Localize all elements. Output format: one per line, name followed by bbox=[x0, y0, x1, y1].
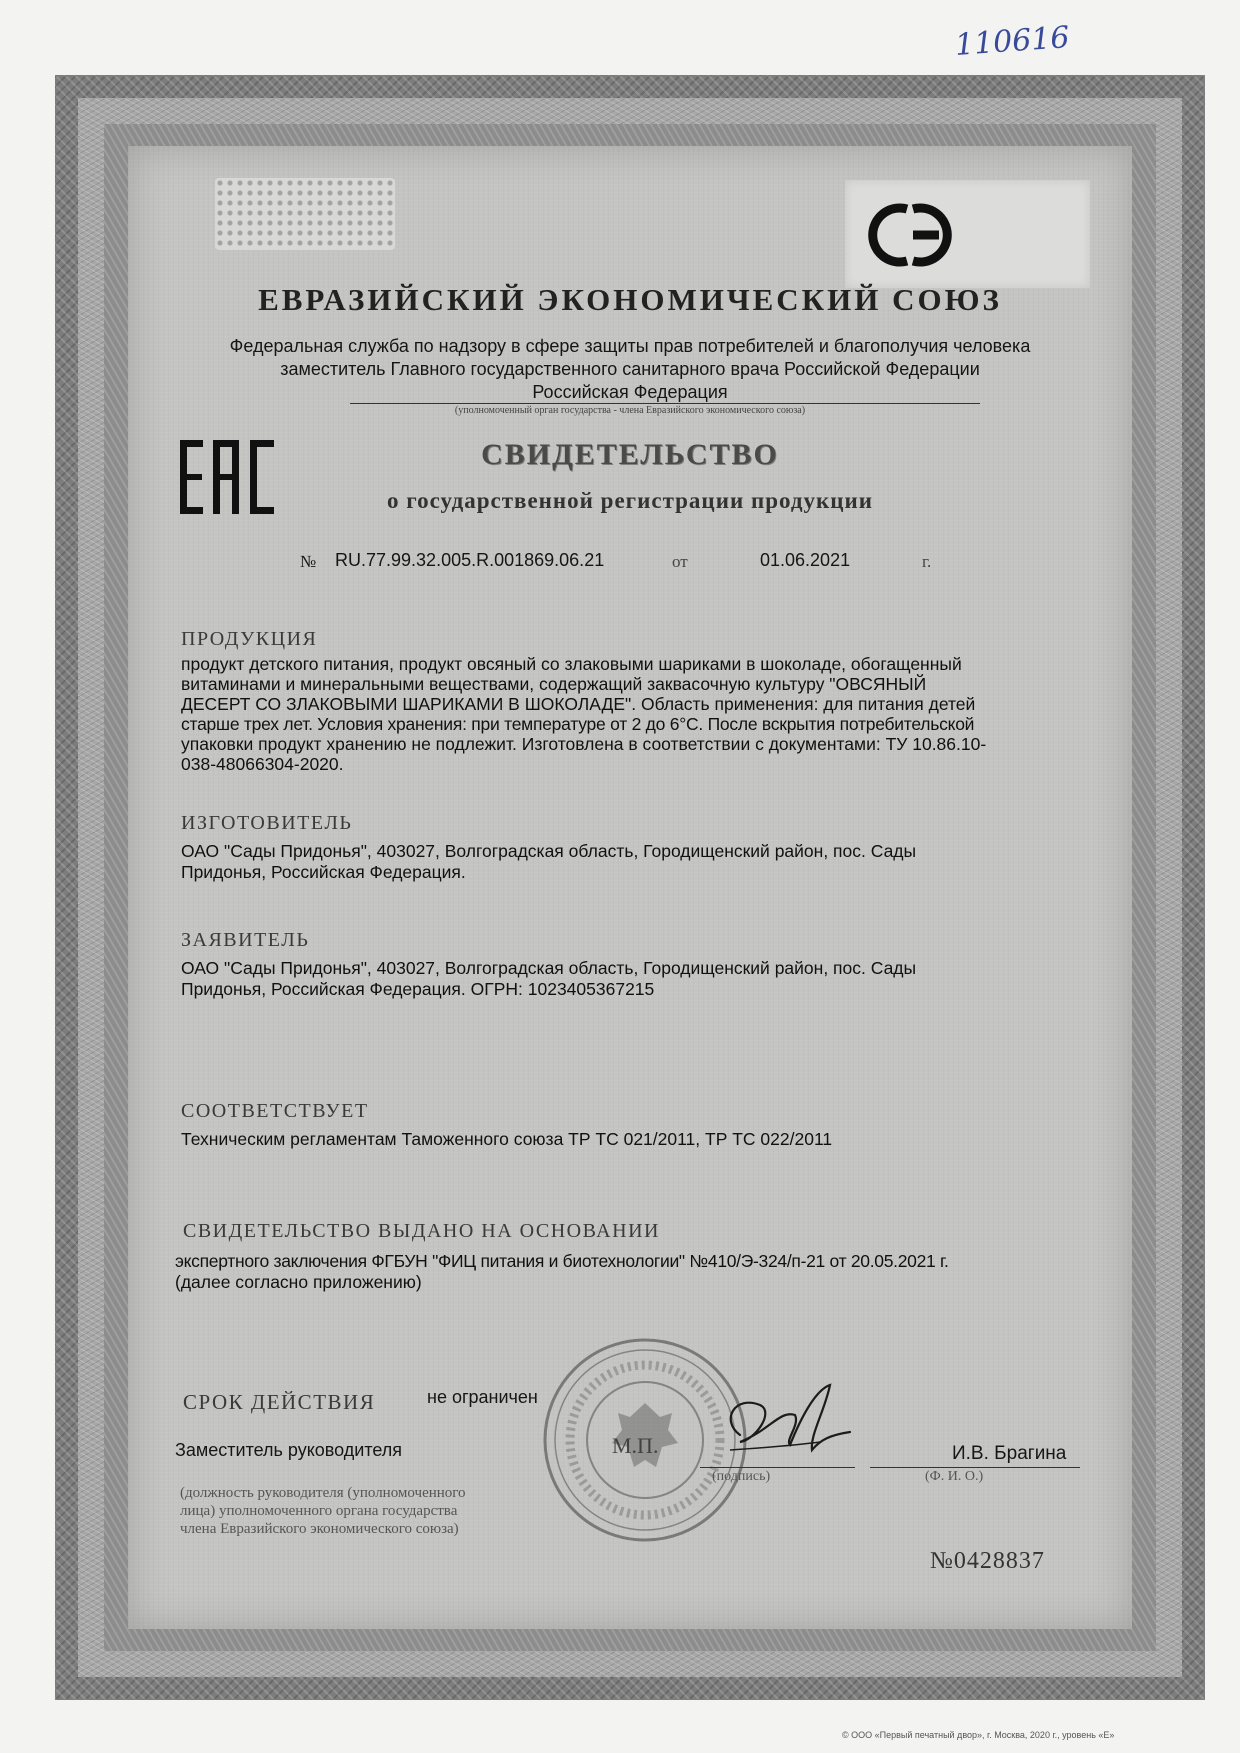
certificate-title: СВИДЕТЕЛЬСТВО bbox=[481, 438, 779, 471]
product-line: продукт детского питания, продукт овсяный со злаковыми шариками в шоколаде, обогащенный bbox=[181, 654, 962, 674]
certificate-date: 01.06.2021 bbox=[760, 550, 851, 570]
manufacturer-line: ОАО "Сады Придонья", 403027, Волгоградская область, Городищенский район, пос. Сады bbox=[181, 841, 917, 861]
security-pattern bbox=[215, 178, 395, 250]
validity-value: не ограничен bbox=[427, 1387, 538, 1407]
product-line: витаминами и минеральными веществами, содержащий заквасочную культуру "ОВСЯНЫЙ bbox=[181, 674, 927, 694]
authority-underline bbox=[350, 403, 980, 404]
manufacturer-text bbox=[181, 841, 1111, 883]
position-caption bbox=[180, 1484, 466, 1538]
conformity-line: Техническим регламентам Таможенного союза ТР ТС 021/2011, ТР ТС 022/2011 bbox=[181, 1129, 833, 1149]
certificate-number: RU.77.99.32.005.R.001869.06.21 bbox=[335, 550, 605, 570]
basis-heading: СВИДЕТЕЛЬСТВО ВЫДАНО НА ОСНОВАНИИ bbox=[183, 1220, 660, 1242]
certificate-subtitle: о государственной регистрации продукции bbox=[387, 488, 873, 513]
year-suffix: г. bbox=[922, 552, 932, 571]
name-line bbox=[870, 1467, 1080, 1468]
name-caption: (Ф. И. О.) bbox=[925, 1469, 984, 1484]
product-heading: ПРОДУКЦИЯ bbox=[181, 628, 318, 650]
product-text bbox=[181, 654, 1111, 774]
position-caption-line: члена Евразийского экономического союза) bbox=[180, 1521, 459, 1537]
conformity-text bbox=[181, 1129, 1111, 1149]
seal-initials: М.П. bbox=[612, 1433, 659, 1458]
authority-caption: (уполномоченный орган государства - члена Евразийского экономического союза) bbox=[454, 405, 806, 416]
applicant-line: ОАО "Сады Придонья", 403027, Волгоградская область, Городищенский район, пос. Сады bbox=[181, 958, 917, 978]
union-title: ЕВРАЗИЙСКИЙ ЭКОНОМИЧЕСКИЙ СОЮЗ bbox=[258, 282, 1002, 317]
product-line: старше трех лет. Условия хранения: при температуре от 2 до 6°С. После вскрытия потребительской bbox=[181, 714, 975, 734]
printer-note: © ООО «Первый печатный двор», г. Москва, 2020 г., уровень «Е» bbox=[842, 1730, 1115, 1740]
product-line: ДЕСЕРТ СО ЗЛАКОВЫМИ ШАРИКАМИ В ШОКОЛАДЕ". Область применения: для питания детей bbox=[181, 694, 976, 714]
position-caption-line: (должность руководителя (уполномоченного bbox=[180, 1485, 466, 1501]
manufacturer-line: Придонья, Российская Федерация. bbox=[181, 862, 466, 882]
se-logo-icon bbox=[855, 195, 970, 275]
position-caption-line: лица) уполномоченного органа государства bbox=[180, 1503, 458, 1519]
date-label: от bbox=[672, 552, 688, 571]
product-line: 038-48066304-2020. bbox=[181, 754, 344, 774]
handwritten-number: 110616 bbox=[953, 20, 1071, 63]
applicant-text bbox=[181, 958, 1111, 1000]
signature-icon bbox=[700, 1380, 860, 1470]
basis-line: экспертного заключения ФГБУН "ФИЦ питания и биотехнологии" №410/Э-324/п-21 от 20.05.2021 г. bbox=[175, 1251, 949, 1271]
authority-line-1: Федеральная служба по надзору в сфере защиты прав потребителей и благополучия человека bbox=[229, 336, 1031, 356]
signature-caption: (подпись) bbox=[712, 1469, 771, 1484]
authority-line-3: Российская Федерация bbox=[532, 382, 728, 402]
signature-line bbox=[700, 1467, 855, 1468]
conformity-heading: СООТВЕТСТВУЕТ bbox=[181, 1100, 369, 1122]
number-label: № bbox=[300, 552, 317, 571]
applicant-heading: ЗАЯВИТЕЛЬ bbox=[181, 929, 310, 951]
manufacturer-heading: ИЗГОТОВИТЕЛЬ bbox=[181, 812, 353, 834]
signer-name: И.В. Брагина bbox=[952, 1443, 1067, 1464]
basis-line: (далее согласно приложению) bbox=[175, 1272, 422, 1292]
authority-line-2: заместитель Главного государственного санитарного врача Российской Федерации bbox=[280, 359, 980, 379]
blank-number: №0428837 bbox=[930, 1548, 1045, 1574]
product-line: упаковки продукт хранению не подлежит. Изготовлена в соответствии с документами: ТУ 10.86.10- bbox=[181, 734, 987, 754]
basis-text bbox=[175, 1251, 1115, 1293]
validity-label: СРОК ДЕЙСТВИЯ bbox=[183, 1390, 376, 1414]
signer-position: Заместитель руководителя bbox=[175, 1440, 403, 1460]
applicant-line: Придонья, Российская Федерация. ОГРН: 1023405367215 bbox=[181, 979, 655, 999]
